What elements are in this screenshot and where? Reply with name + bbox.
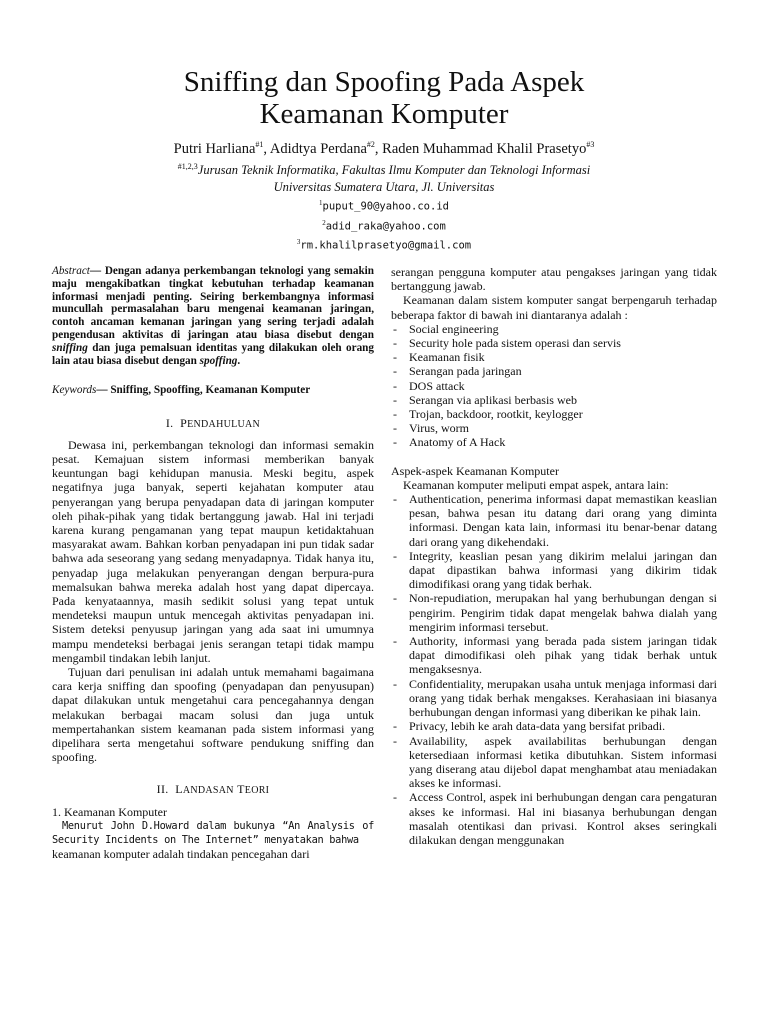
aspects-list — [391, 492, 717, 847]
abstract-text-2: dan juga pemalsuan identitas yang dilakukan oleh orang lain atau biasa disebut dengan — [52, 341, 374, 367]
paper-title — [100, 66, 668, 130]
author-1: Putri Harliana — [173, 140, 256, 157]
keywords-label: Keywords — [52, 384, 97, 397]
list-item: - Integrity, keaslian pesan yang dikirim melalui jaringan dan dapat dipastikan bahwa informasi yang dikirim tidak dimodifikasi orang yang tidak berhak. — [391, 549, 717, 592]
email-1 — [60, 195, 708, 215]
section-2-number: II. — [156, 782, 169, 797]
section-2-first-letter-2: T — [237, 782, 245, 797]
abstract-term-sniffing: sniffing — [52, 341, 88, 354]
section-1-rest: ENDAHULUAN — [187, 418, 261, 430]
factors-list — [391, 322, 717, 450]
email-2-address: adid_raka@yahoo.com — [325, 220, 446, 232]
intro-paragraph-1: Dewasa ini, perkembangan teknologi dan informasi semakin pesat. Kemajuan sistem informasi memberikan banyak keuntungan bagi kehidupan manusia. Meski begitu, aspek negatifnya juga banyak, seperti kejahatan komputer atau penyerangan yang berupa penyadapan data di jaringan komputer oleh pihak-pihak yang tidak bertanggung jawab. Hal ini terjadi karena kurang pengamanan yang tepat maupun ketidaktahuan masyarakat awam. Bahkan korban penyadapan ini pun tidak sadar bahwa ada seseorang yang sedang menyadapnya. Tidak hanya itu, penyadap juga melakukan penyerangan dengan berpura-pura memalsukan bahwa mereka adalah host yang dapat dipercaya. Pada kenyataannya, masih sedikit solusi yang tepat untuk mendeteksi maupun untuk mencegah aktivitas penyadapan ini. Sistem deteksi penyusup jaringan yang ada saat ini umumnya mampu mendeteksi berbagai jenis serangan tetapi tidak mampu mengambil tindakan lebih lanjut. — [52, 437, 374, 665]
author-3: , Raden Muhammad Khalil Prasetyo — [374, 140, 587, 157]
email-2-mark: 2 — [322, 218, 326, 227]
list-item: - Serangan via aplikasi berbasis web — [391, 393, 717, 407]
definition-paragraph-continued: serangan pengguna komputer atau pengakses jaringan yang tidak bertanggung jawab. — [391, 265, 717, 294]
email-3 — [60, 234, 708, 254]
list-item: - Privacy, lebih ke arah data-data yang bersifat pribadi. — [391, 719, 717, 733]
howard-quote-paragraph: Menurut John D.Howard dalam bukunya “An Analysis of Security Incidents on The Internet” menyatakan bahwa — [52, 819, 374, 847]
email-3-mark: 3 — [296, 238, 301, 246]
list-item: - Trojan, backdoor, rootkit, keylogger — [391, 407, 717, 421]
section-2-first-letter-1: L — [175, 782, 183, 797]
keywords-text: Sniffing, Spooffing, Keamanan Komputer — [110, 384, 311, 397]
author-emails — [60, 195, 708, 254]
title-line-1: Sniffing dan Spoofing Pada Aspek — [183, 66, 585, 98]
list-item: - Virus, worm — [391, 421, 717, 435]
abstract-label: Abstract — [52, 265, 90, 277]
left-column — [52, 265, 374, 861]
affiliation-line-2: Universitas Sumatera Utara, Jl. Universitas — [273, 180, 495, 194]
section-heading-landasan-teori — [52, 782, 374, 798]
email-3-address: rm.khalilprasetyo@gmail.com — [300, 239, 472, 252]
list-item: - DOS attack — [391, 379, 717, 393]
affiliation-department: Jurusan Teknik Informatika, Fakultas Ilmu Komputer dan Teknologi Informasi — [197, 163, 591, 178]
list-item: - Confidentiality, merupakan usaha untuk menjaga informasi dari orang yang tidak berhak mengakses. Kerahasiaan ini biasanya berhubungan dengan informasi yang diberikan ke pihak lain. — [391, 677, 717, 720]
spacer — [391, 450, 717, 464]
section-1-first-letter: P — [180, 415, 188, 430]
keywords-dash: — — [96, 384, 111, 397]
author-2: , Adidtya Perdana — [263, 140, 367, 157]
list-item: - Authentication, penerima informasi dapat memastikan keaslian pesan, bahwa pesan itu datang dari orang yang diminta informasi. Dengan kata lain, informasi itu benar-benar datang dari orang yang dikehendaki. — [391, 492, 717, 549]
abstract-dash: — — [89, 265, 105, 277]
email-2 — [60, 215, 708, 235]
list-item: - Keamanan fisik — [391, 350, 717, 364]
email-1-address: puput_90@yahoo.co.id — [322, 200, 449, 213]
author-3-mark: #3 — [586, 140, 595, 149]
title-line-2: Keamanan Komputer — [259, 98, 509, 130]
section-2-rest-1: ANDASAN — [182, 785, 234, 797]
subsection-keamanan-komputer: 1. Keamanan Komputer — [52, 804, 167, 819]
affiliation-line-1 — [60, 158, 708, 179]
keywords — [52, 383, 374, 397]
factors-intro: Keamanan dalam sistem komputer sangat berpengaruh terhadap beberapa faktor di bawah ini diantaranya adalah : — [391, 293, 717, 322]
list-item: - Authority, informasi yang berada pada sistem jaringan tidak dapat dimodifikasi oleh pihak yang tidak berhak untuk mengaksesnya. — [391, 634, 717, 677]
email-1-mark: 1 — [319, 199, 323, 207]
section-heading-pendahuluan — [52, 416, 374, 432]
list-item: - Security hole pada sistem operasi dan servis — [391, 336, 717, 350]
section-1-number: I. — [165, 415, 174, 430]
author-1-mark: #1 — [255, 140, 264, 149]
list-item: - Serangan pada jaringan — [391, 364, 717, 378]
list-item: - Anatomy of A Hack — [391, 435, 717, 449]
abstract-text-3: . — [237, 354, 241, 367]
affiliation-mark: #1,2,3 — [177, 162, 198, 171]
list-item: - Access Control, aspek ini berhubungan dengan cara pengaturan akses ke informasi. Hal ini biasanya berhubungan dengan masalah otentikasi dan privasi. Kontrol akses seringkali dilakukan dengan menggunakan — [391, 790, 717, 847]
list-item: - Availability, aspek availabilitas berhubungan dengan ketersediaan informasi ketika dibutuhkan. Sistem informasi yang diserang atau dijebol dapat menghambat atau meniadakan akses ke informasi. — [391, 734, 717, 791]
section-2-rest-2: EORI — [244, 785, 270, 797]
definition-paragraph-start: keamanan komputer adalah tindakan pencegahan dari — [52, 847, 310, 862]
aspects-heading: Aspek-aspek Keamanan Komputer — [391, 463, 559, 478]
abstract — [52, 265, 374, 367]
list-item: - Non-repudiation, merupakan hal yang berhubungan dengan si pengirim. Pengirim tidak dapat mengelak bahwa dialah yang mengirim informasi tersebut. — [391, 591, 717, 634]
abstract-term-spoffing: spoffing — [199, 354, 238, 367]
list-item: - Social engineering — [391, 322, 717, 336]
right-column — [391, 265, 717, 847]
aspects-intro: Keamanan komputer meliputi empat aspek, antara lain: — [403, 477, 669, 492]
author-2-mark: #2 — [366, 140, 375, 149]
author-list — [60, 136, 708, 158]
abstract-text-1: Dengan adanya perkembangan teknologi yang semakin maju mengakibatkan tingkat kebutuhan terhadap keamanan informasi menjadi penting. Seiring berkembangnya informasi muncullah permasalahan baru mengenai keamanan jaringan, contoh ancaman kemanan jaringan yang sering terjadi adalah pengendusan aktivitas di jaringan atau biasa disebut dengan — [52, 265, 374, 341]
intro-paragraph-2: Tujuan dari penulisan ini adalah untuk memahami bagaimana cara kerja sniffing dan spoofing (penyadapan dan penyusupan) dapat dilakukan untuk mengetahui cara pencegahannya dengan melakukan berbagai macam solusi dan juga untuk mempertahankan sistem keamanan pada sistem informasi yang dipelihara serta mengetahui software pendukung sniffing dan spoofing. — [52, 665, 374, 765]
